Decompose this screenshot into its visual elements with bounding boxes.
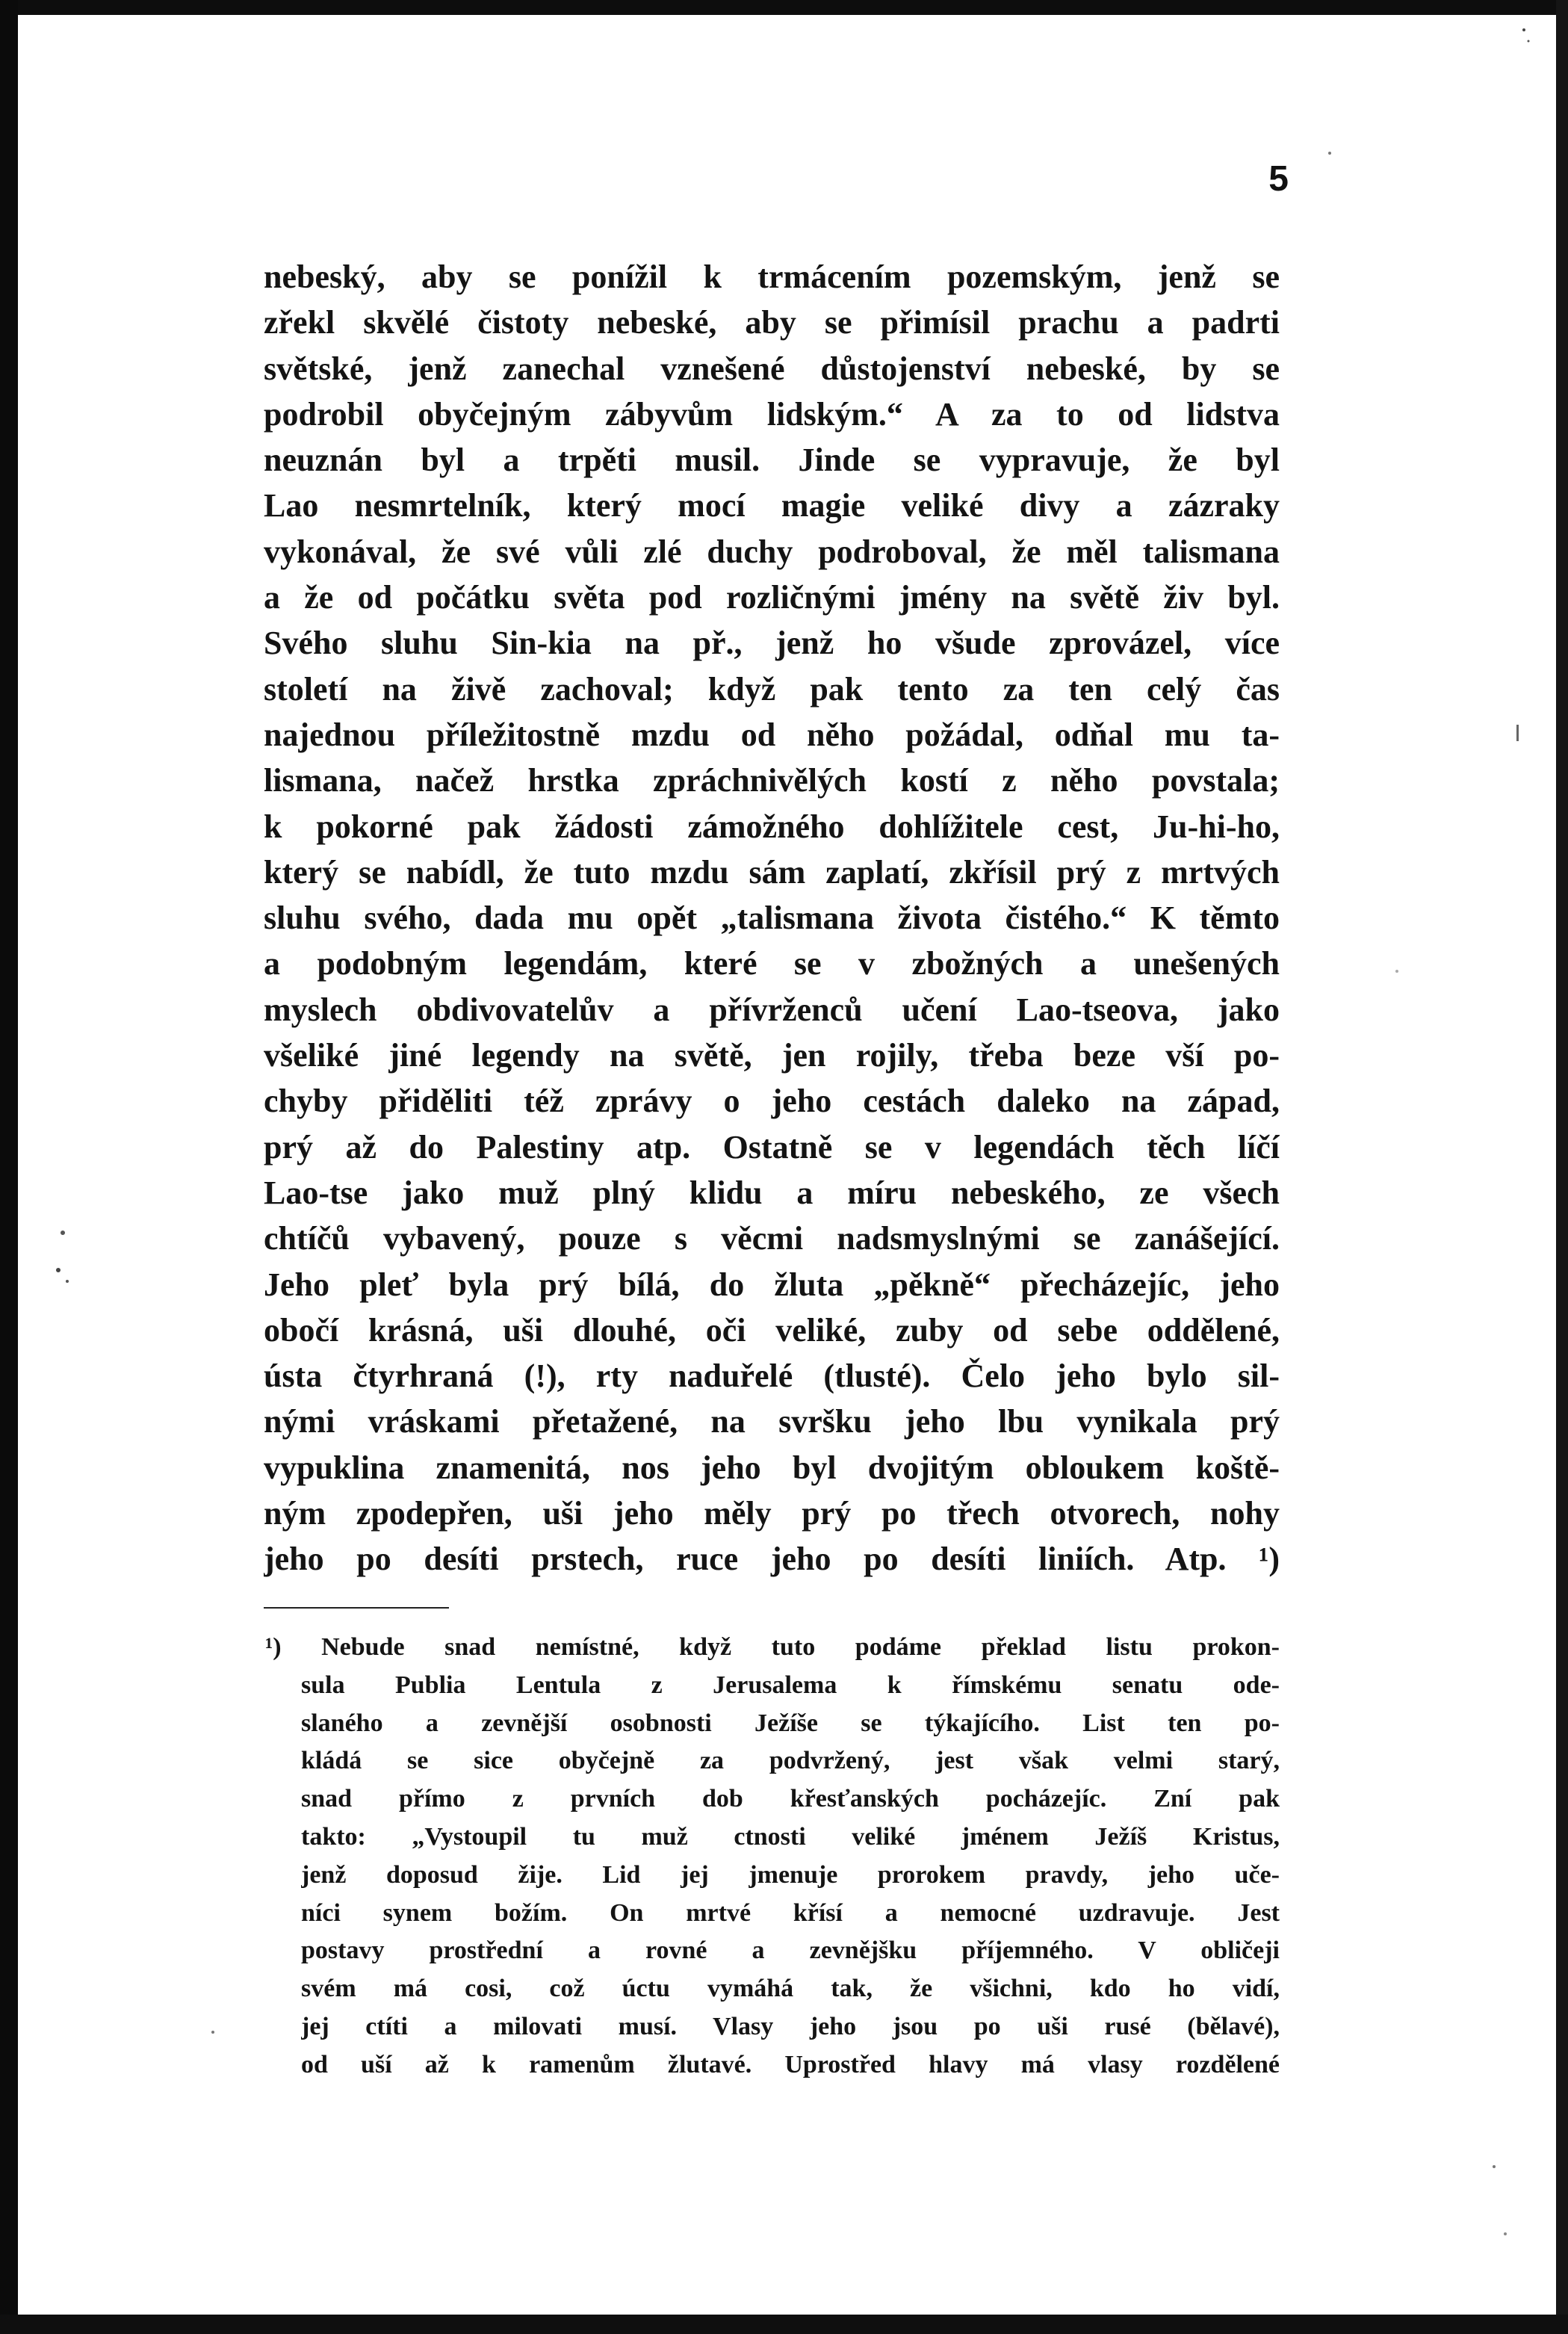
page-number: 5	[1268, 159, 1289, 199]
footnote-line: ¹) Nebude snad nemístné, když tuto podáme překlad listu prokon-	[265, 1633, 1280, 1661]
text-line: podrobil obyčejným zábyvům lidským.“ A za to od lidstva	[264, 395, 1280, 433]
footnote-line: svém má cosi, což úctu vymáhá tak, že všichni, kdo ho vidí,	[301, 1975, 1280, 2003]
text-line: který se nabídl, že tuto mzdu sám zaplatí, zkřísil prý z mrtvých	[264, 853, 1280, 891]
text-line: zřekl skvělé čistoty nebeské, aby se přimísil prachu a padrti	[264, 304, 1280, 341]
footnote-line: od uší až k ramenům žlutavé. Uprostřed hlavy má vlasy rozdělené	[301, 2050, 1280, 2078]
footnote-line: jej ctíti a milovati musí. Vlasy jeho jsou po uši rusé (bělavé),	[301, 2012, 1280, 2040]
text-line: Lao nesmrtelník, který mocí magie veliké divy a zázraky	[264, 487, 1280, 524]
text-line: světské, jenž zanechal vznešené důstojenství nebeské, by se	[264, 350, 1280, 387]
text-line: Lao-tse jako muž plný klidu a míru nebeského, ze všech	[264, 1174, 1280, 1211]
text-line: ústa čtyrhraná (!), rty naduřelé (tlusté). Čelo jeho bylo sil-	[264, 1358, 1280, 1395]
scan-speck	[1522, 28, 1525, 31]
scan-speck	[1528, 40, 1530, 43]
text-line: prý až do Palestiny atp. Ostatně se v legendách těch líčí	[264, 1128, 1280, 1166]
footnote-separator	[264, 1607, 449, 1609]
text-line: ným zpodepřen, uši jeho měly prý po třech otvorech, nohy	[264, 1495, 1280, 1532]
scan-speck	[1516, 725, 1519, 741]
text-line: obočí krásná, uši dlouhé, oči veliké, zuby od sebe oddělené,	[264, 1311, 1280, 1349]
text-line: k pokorné pak žádosti zámožného dohlížitele cest, Ju-hi-ho,	[264, 808, 1280, 845]
scan-speck	[56, 1268, 61, 1272]
scan-border-bottom	[0, 2315, 1568, 2334]
scan-speck	[1504, 2232, 1507, 2235]
scan-border-right	[1556, 0, 1568, 2334]
text-line: jeho po desíti prstech, ruce jeho po desíti liniích. Atp. ¹)	[264, 1541, 1280, 1578]
scan-border-left	[0, 0, 18, 2334]
text-line: sluhu svého, dada mu opět „talismana života čistého.“ K těmto	[264, 900, 1280, 937]
text-line: neuznán byl a trpěti musil. Jinde se vypravuje, že byl	[264, 442, 1280, 479]
text-line: nebeský, aby se ponížil k trmácením pozemským, jenž se	[264, 259, 1280, 295]
scan-speck	[211, 2031, 214, 2034]
scan-speck	[61, 1231, 65, 1235]
footnote-line: kládá se sice obyčejně za podvržený, jest však velmi starý,	[301, 1747, 1280, 1775]
footnote-line: snad přímo z prvních dob křesťanských pocházejíc. Zní pak	[301, 1785, 1280, 1813]
text-line: chtíčů vybavený, pouze s věcmi nadsmyslnými se zanášející.	[264, 1220, 1280, 1257]
scan-speck	[1493, 2165, 1496, 2168]
footnote-line: takto: „Vystoupil tu muž ctnosti veliké jménem Ježíš Kristus,	[301, 1822, 1280, 1851]
text-line: všeliké jiné legendy na světě, jen rojily, třeba beze vší po-	[264, 1037, 1280, 1074]
text-line: vypuklina znamenitá, nos jeho byl dvojitým obloukem koště-	[264, 1449, 1280, 1486]
footnote-line: jenž doposud žije. Lid jej jmenuje prorokem pravdy, jeho uče-	[301, 1860, 1280, 1889]
footnote-block	[265, 1629, 1280, 2084]
scan-speck	[66, 1280, 69, 1283]
footnote-line: postavy prostřední a rovné a zevnějšku příjemného. V obličeji	[301, 1937, 1280, 1965]
text-line: lismana, načež hrstka zpráchnivělých kostí z něho povstala;	[264, 762, 1280, 799]
scan-border-top	[0, 0, 1568, 15]
text-line: Svého sluhu Sin-kia na př., jenž ho všude zprovázel, více	[264, 625, 1280, 662]
scan-speck	[1328, 152, 1331, 155]
text-line: najednou příležitostně mzdu od něho požádal, odňal mu ta-	[264, 716, 1280, 753]
footnote-line: níci synem božím. On mrtvé křísí a nemocné uzdravuje. Jest	[301, 1898, 1280, 1927]
text-line: a podobným legendám, které se v zbožných a unešených	[264, 945, 1280, 982]
text-line: vykonával, že své vůli zlé duchy podroboval, že měl talismana	[264, 533, 1280, 570]
main-text-block	[264, 254, 1280, 1582]
text-line: století na živě zachoval; když pak tento za ten celý čas	[264, 670, 1280, 708]
footnote-line: slaného a zevnější osobnosti Ježíše se týkajícího. List ten po-	[301, 1709, 1280, 1737]
footnote-line: sula Publia Lentula z Jerusalema k římskému senatu ode-	[301, 1671, 1280, 1699]
text-line: myslech obdivovatelův a přívrženců učení Lao-tseova, jako	[264, 991, 1280, 1028]
scan-speck	[1395, 970, 1398, 973]
text-line: a že od počátku světa pod rozličnými jmény na světě živ byl.	[264, 579, 1280, 616]
text-line: Jeho pleť byla prý bílá, do žluta „pěkně“ přecházejíc, jeho	[264, 1266, 1280, 1303]
text-line: chyby přiděliti též zprávy o jeho cestách daleko na západ,	[264, 1083, 1280, 1120]
text-line: nými vráskami přetažené, na svršku jeho lbu vynikala prý	[264, 1403, 1280, 1440]
